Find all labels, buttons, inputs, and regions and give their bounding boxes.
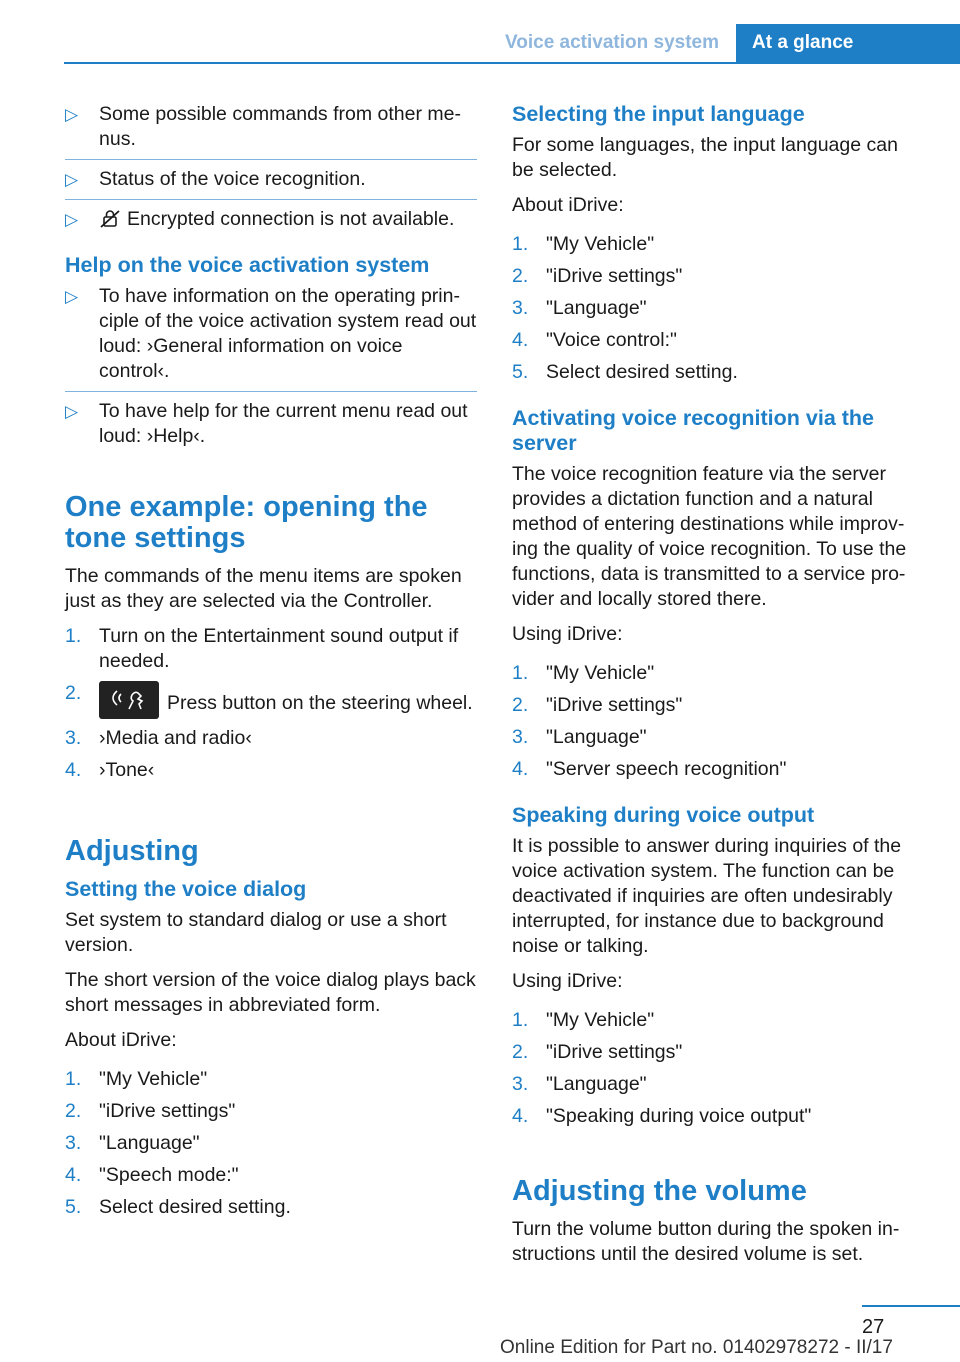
- lang-steps: [512, 232, 924, 392]
- list-item: 4. ›Tone‹: [65, 759, 155, 781]
- example-heading: One example: opening the tone settings: [65, 491, 428, 554]
- list-item: 3. "Language": [512, 297, 647, 319]
- dialog-steps: [65, 1067, 477, 1227]
- list-item: 3. "Language": [512, 1073, 647, 1095]
- speaking-heading: Speaking during voice output: [512, 803, 815, 827]
- triangle-right-icon: ▷: [65, 402, 79, 421]
- list-item: ▷ Encrypted connection is not available.: [65, 208, 455, 230]
- list-item: ▷ Status of the voice recognition.: [65, 167, 477, 200]
- help-list: [65, 284, 477, 456]
- list-item: 4. "Server speech recognition": [512, 758, 787, 780]
- footer-edition: Online Edition for Part no. 01402978272 - II/17: [500, 1337, 893, 1358]
- header-section-title: Voice activation system: [504, 32, 720, 53]
- command-info-list: [65, 102, 477, 239]
- list-item: ▷ To have help for the current menu read out loud: ›Help‹.: [65, 400, 468, 447]
- list-item: 2. "iDrive settings": [65, 1100, 236, 1122]
- list-item: 4. "Speaking during voice output": [512, 1105, 812, 1127]
- list-item: 2. Press button on the steering wheel.: [65, 681, 477, 726]
- server-steps: [512, 661, 924, 789]
- help-heading: Help on the voice activation system: [65, 253, 430, 277]
- list-item: 5. Select desired setting.: [65, 1196, 291, 1218]
- server-heading: Activating voice recognition via the server: [512, 406, 874, 455]
- speaking-text-1: It is possible to answer during inquiries of the voice activation system. The function can be deactivated if inquiries are often undesirably interrupted, for instance due to background noise or talking.: [512, 835, 902, 957]
- list-item: 4. "Voice control:": [512, 329, 677, 351]
- list-item: 2. "iDrive settings": [512, 265, 683, 287]
- speaking-steps: [512, 1008, 924, 1136]
- example-text: The commands of the menu items are spoken just as they are selected via the Controller.: [65, 565, 462, 612]
- footer-rule: [862, 1305, 960, 1307]
- voice-command-button-icon: [99, 681, 159, 719]
- list-item: 1. "My Vehicle": [512, 233, 655, 255]
- triangle-right-icon: ▷: [65, 210, 79, 229]
- header-chapter-tab: At a glance: [736, 24, 960, 62]
- list-item: 1. Turn on the Entertainment sound output if needed.: [65, 625, 459, 672]
- list-item: 1. "My Vehicle": [512, 662, 655, 684]
- list-item: ▷ To have information on the operating prin‐ciple of the voice activation system read out loud: ›General information on voice control‹.: [65, 284, 477, 392]
- list-item: 1. "My Vehicle": [512, 1009, 655, 1031]
- input-language-heading: Selecting the input language: [512, 102, 805, 126]
- list-item: 2. "iDrive settings": [512, 1041, 683, 1063]
- server-text-1: The voice recognition feature via the server provides a dictation function and a natural method of entering destinations while improv‐ing the quality of voice recognition. To use the functions, data is transmitted to a service pro‐vider and locally stored there.: [512, 463, 907, 610]
- dialog-text-3: About iDrive:: [65, 1029, 177, 1051]
- adjusting-heading: Adjusting: [65, 835, 199, 867]
- speaking-text-2: Using iDrive:: [512, 970, 623, 992]
- lang-text-1: For some languages, the input language can be selected.: [512, 134, 898, 181]
- triangle-right-icon: ▷: [65, 105, 79, 124]
- voice-dialog-heading: Setting the voice dialog: [65, 877, 307, 901]
- triangle-right-icon: ▷: [65, 170, 79, 189]
- page-number: 27: [862, 1316, 885, 1338]
- page-header: [64, 0, 960, 64]
- volume-text: Turn the volume button during the spoken in‐structions until the desired volume is set.: [512, 1218, 900, 1265]
- list-item: 2. "iDrive settings": [512, 694, 683, 716]
- list-item: 3. "Language": [65, 1132, 200, 1154]
- triangle-right-icon: ▷: [65, 287, 79, 306]
- dialog-text-2: The short version of the voice dialog plays back short messages in abbreviated form.: [65, 969, 476, 1016]
- list-item: 3. "Language": [512, 726, 647, 748]
- volume-heading: Adjusting the volume: [512, 1175, 807, 1207]
- right-column: [512, 102, 924, 1277]
- list-item: 5. Select desired setting.: [512, 361, 738, 383]
- server-text-2: Using iDrive:: [512, 623, 623, 645]
- lang-text-2: About iDrive:: [512, 194, 624, 216]
- list-item: ▷ Some possible commands from other me‐nus.: [65, 102, 477, 160]
- list-item: 3. ›Media and radio‹: [65, 727, 252, 749]
- example-steps: [65, 624, 477, 790]
- crossed-lock-icon: [99, 210, 121, 228]
- list-item: 1. "My Vehicle": [65, 1068, 208, 1090]
- left-column: [65, 102, 477, 1237]
- dialog-text-1: Set system to standard dialog or use a short version.: [65, 909, 447, 956]
- list-item: 4. "Speech mode:": [65, 1164, 239, 1186]
